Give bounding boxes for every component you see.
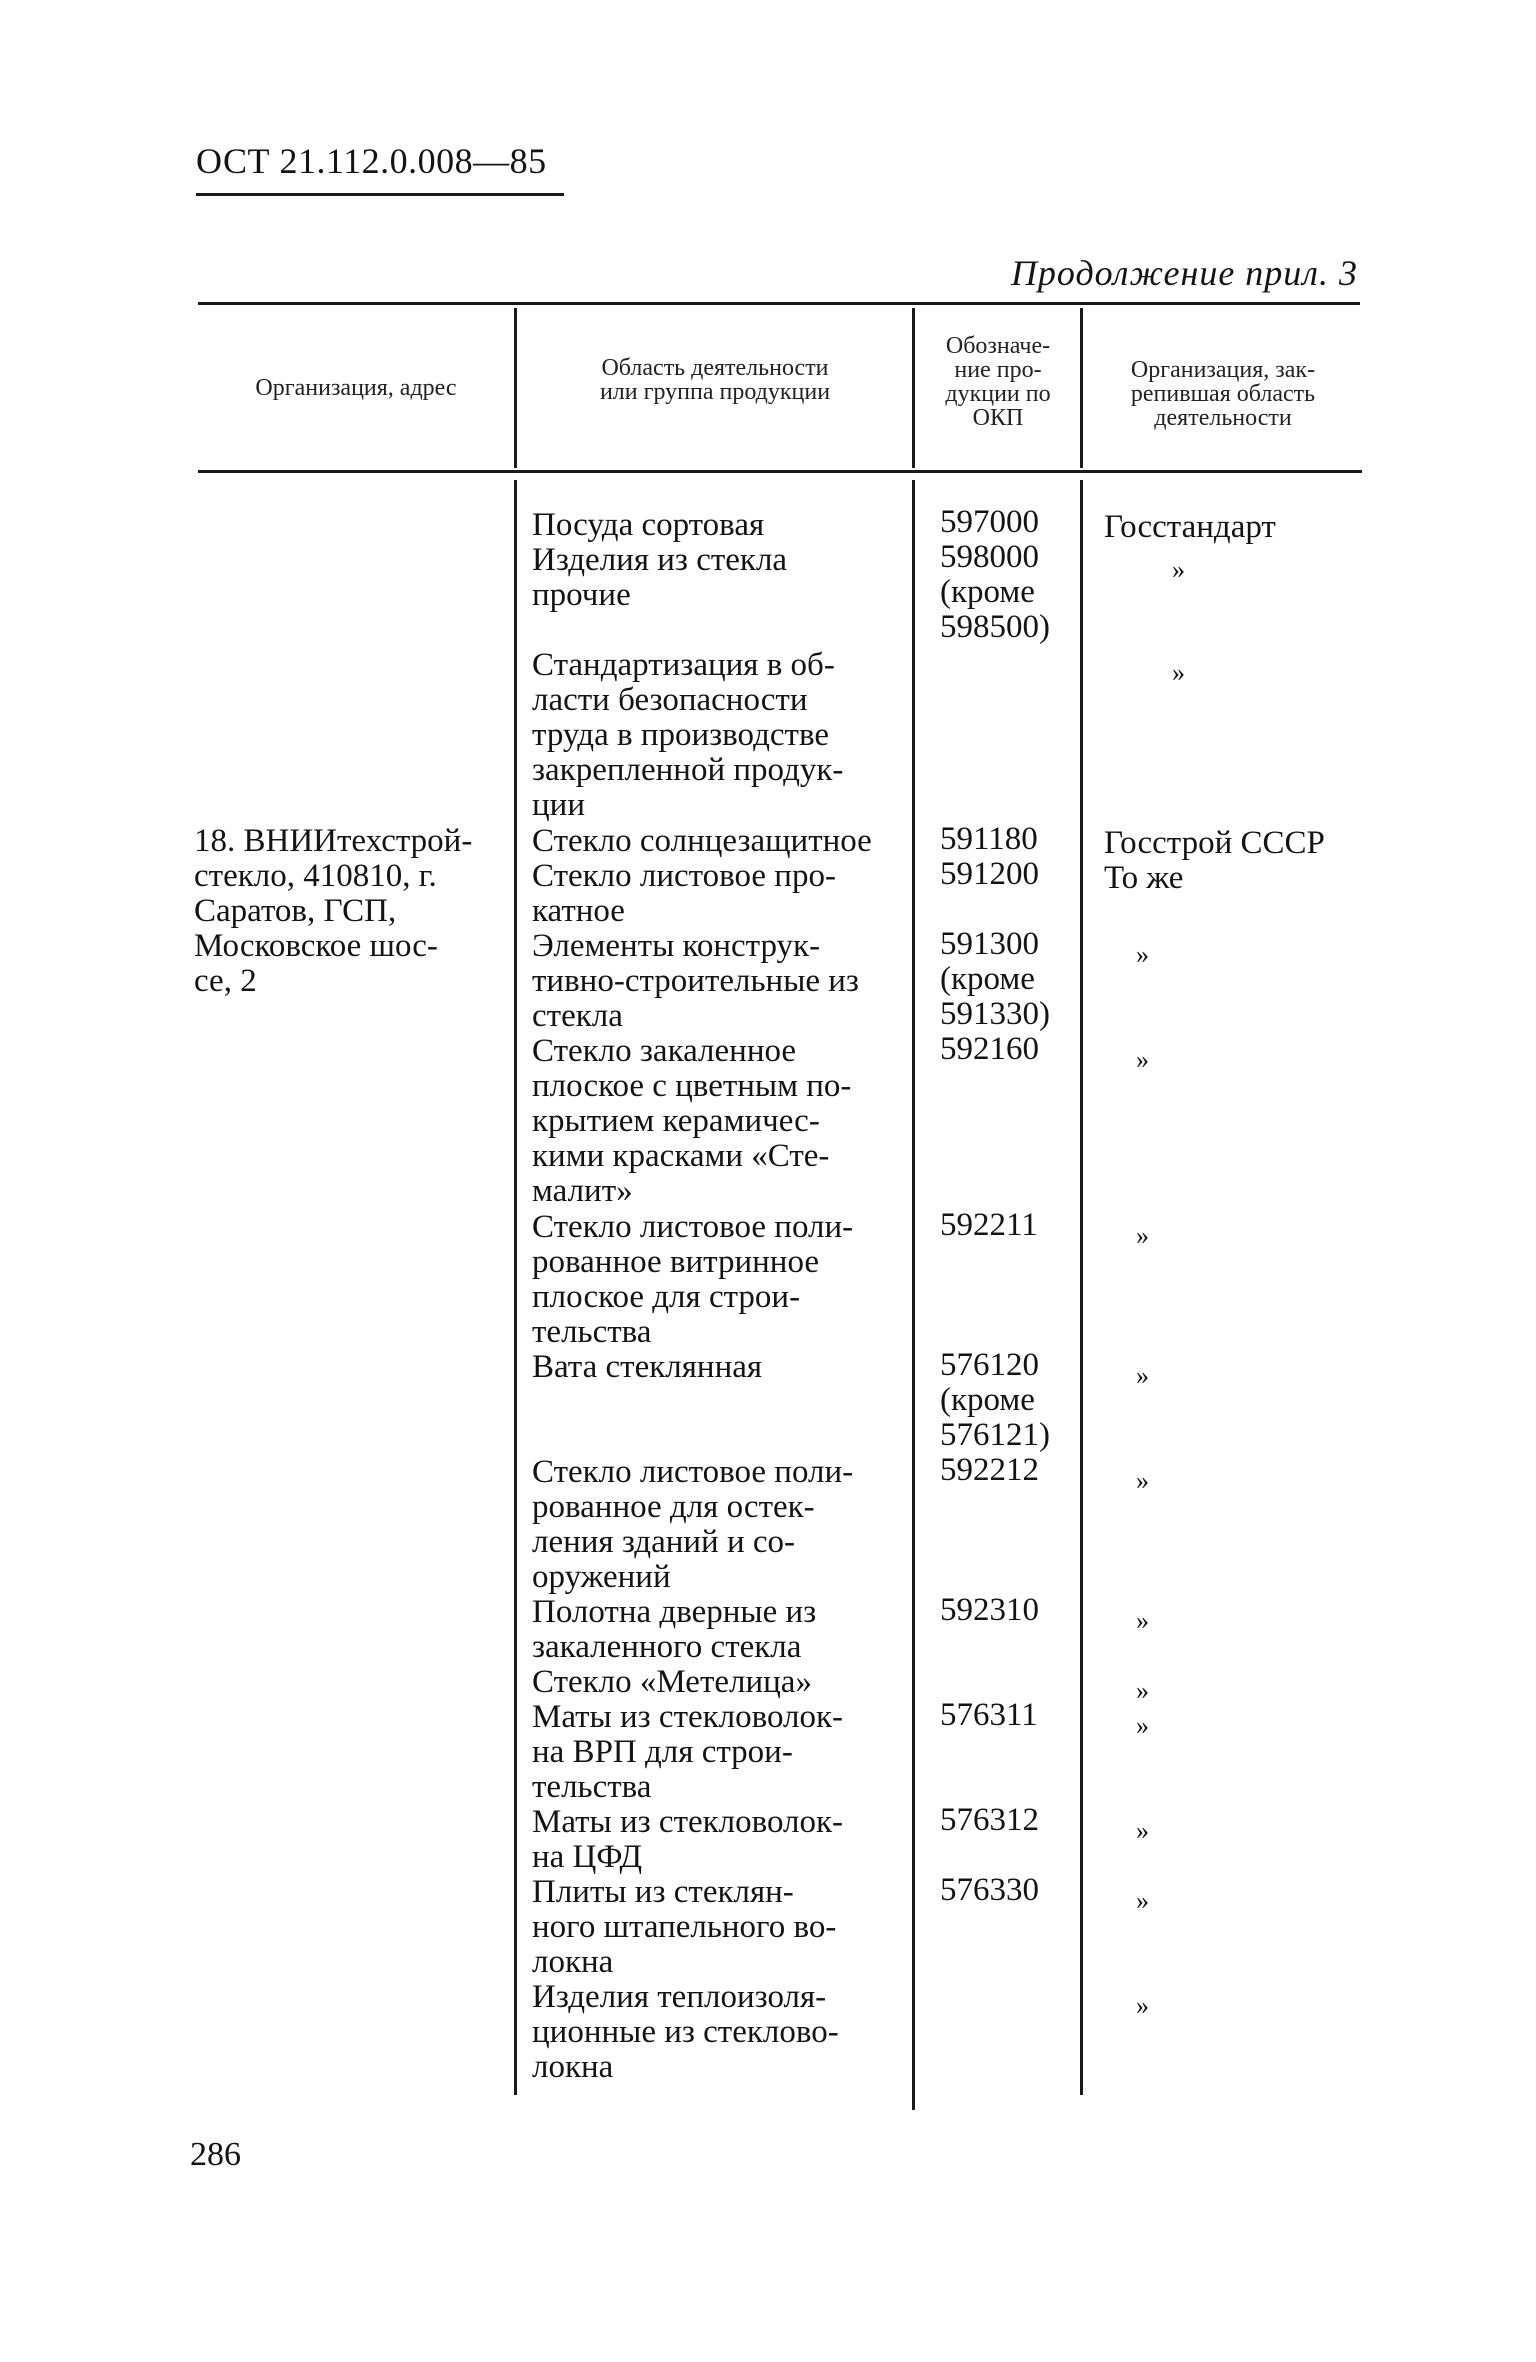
row-activity: Плиты из стеклян- ного штапельного во- локна	[532, 1874, 837, 1980]
row-activity: Стекло закаленное плоское с цветным по- крытием керамичес- кими красками «Сте- малит»	[532, 1033, 852, 1209]
row-activity: Полотна дверные из закаленного стекла	[532, 1594, 817, 1665]
continuation-label: Продолжение прил. 3	[1010, 253, 1358, 293]
row-activity: Изделия теплоизоля- ционные из стеклово- локна	[532, 1979, 839, 2085]
standard-code: ОСТ 21.112.0.008—85	[196, 141, 547, 181]
row-assigning-org: »	[1136, 1045, 1149, 1074]
row-assigning-org: »	[1136, 940, 1149, 969]
header-divider-3	[1080, 308, 1083, 468]
row-okp-code: 592310	[940, 1592, 1039, 1628]
row-activity: Стекло «Метелица»	[532, 1664, 812, 1700]
page-number: 286	[190, 2136, 241, 2173]
row-activity: Изделия из стекла прочие	[532, 542, 788, 613]
row-okp-code: 591200	[940, 856, 1039, 892]
row-assigning-org: »	[1136, 1816, 1149, 1845]
organization-address: 18. ВНИИтехстрой- стекло, 410810, г. Саратов, ГСП, Московское шос- се, 2	[194, 823, 473, 999]
row-okp-code: 591300 (кроме 591330)	[940, 926, 1050, 1032]
row-assigning-org: »	[1136, 1361, 1149, 1390]
body-divider-3	[1080, 480, 1083, 2095]
row-okp-code: 591180	[940, 821, 1038, 857]
row-okp-code: 592211	[940, 1207, 1038, 1243]
row-activity: Вата стеклянная	[532, 1349, 763, 1385]
header-divider-2	[912, 308, 915, 468]
row-assigning-org: »	[1172, 555, 1185, 584]
body-divider-2	[912, 480, 915, 2110]
column-header-organization: Организация, адрес	[255, 375, 457, 401]
table-top-rule	[198, 302, 1360, 305]
row-assigning-org: »	[1136, 1466, 1149, 1495]
row-okp-code: 597000	[940, 504, 1039, 540]
row-okp-code: 598000 (кроме 598500)	[940, 539, 1050, 645]
row-okp-code: 576312	[940, 1802, 1039, 1838]
row-activity: Элементы конструк- тивно-строительные из стекла	[532, 928, 859, 1034]
row-okp-code: 576120 (кроме 576121)	[940, 1347, 1050, 1453]
row-okp-code: 592160	[940, 1031, 1039, 1067]
row-assigning-org: »	[1136, 1676, 1149, 1705]
row-activity: Стекло листовое поли- рованное витринное плоское для строи- тельства	[532, 1209, 854, 1350]
column-header-okp: Обозначе- ние про- дукции по ОКП	[945, 333, 1051, 431]
row-activity: Маты из стекловолок- на ЦФД	[532, 1804, 844, 1875]
row-assigning-org: То же	[1104, 860, 1184, 896]
body-divider-1	[514, 480, 517, 2095]
row-okp-code: 576311	[940, 1697, 1038, 1733]
column-header-assigning-org: Организация, зак- репившая область деятельности	[1130, 357, 1316, 431]
row-activity: Маты из стекловолок- на ВРП для строи- тельства	[532, 1699, 844, 1805]
row-activity: Стекло листовое про- катное	[532, 858, 836, 929]
row-assigning-org: »	[1172, 658, 1185, 687]
column-header-activity: Область деятельности или группа продукции	[599, 355, 831, 405]
header-divider-1	[514, 308, 517, 468]
row-assigning-org: »	[1136, 1711, 1149, 1740]
row-activity: Стекло листовое поли- рованное для остек- ления зданий и со- оружений	[532, 1454, 854, 1595]
row-assigning-org: Госстрой СССР	[1104, 825, 1325, 861]
row-activity: Стекло солнцезащитное	[532, 823, 872, 859]
row-okp-code: 576330	[940, 1872, 1039, 1908]
row-assigning-org: »	[1136, 1221, 1149, 1250]
row-assigning-org: »	[1136, 1991, 1149, 2020]
row-assigning-org: Госстандарт	[1104, 509, 1276, 545]
row-okp-code: 592212	[940, 1452, 1039, 1488]
row-assigning-org: »	[1136, 1606, 1149, 1635]
row-assigning-org: »	[1136, 1886, 1149, 1915]
row-activity: Стандартизация в об- ласти безопасности труда в производстве закрепленной продук- ции	[532, 647, 844, 823]
header-bottom-rule	[198, 470, 1362, 473]
standard-code-underline	[196, 193, 564, 196]
row-activity: Посуда сортовая	[532, 507, 765, 543]
